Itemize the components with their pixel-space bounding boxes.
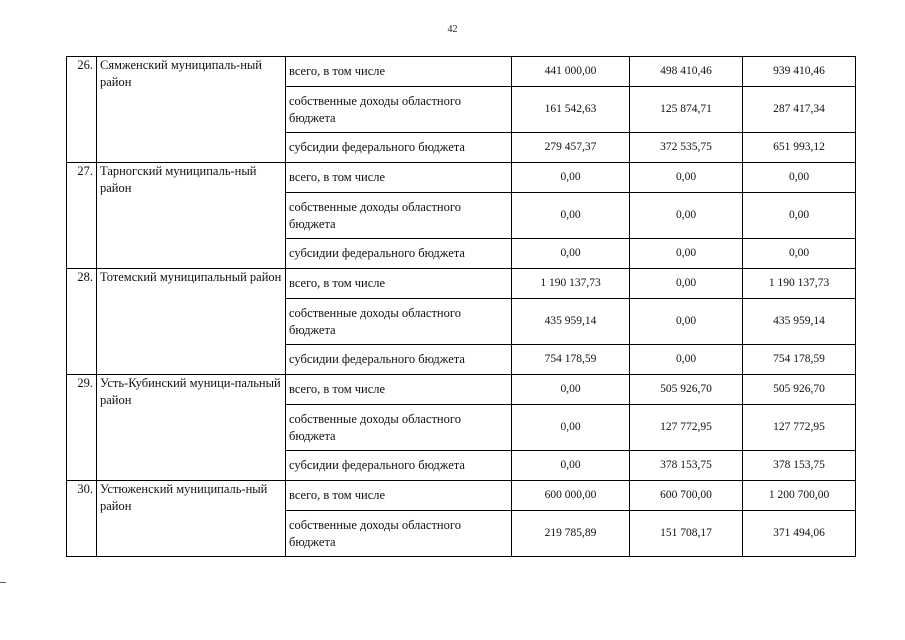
value-cell: 372 535,75	[630, 133, 743, 163]
value-cell: 0,00	[512, 193, 630, 239]
value-cell: 287 417,34	[743, 87, 856, 133]
value-cell: 0,00	[743, 239, 856, 269]
district-name: Устюженский муниципаль-ный район	[97, 481, 286, 557]
value-cell: 0,00	[512, 163, 630, 193]
table-row	[67, 481, 856, 511]
item-label: всего, в том числе	[286, 481, 512, 511]
value-cell: 0,00	[512, 239, 630, 269]
table-row	[67, 57, 856, 87]
value-cell: 127 772,95	[743, 405, 856, 451]
district-name: Тотемский муниципальный район	[97, 269, 286, 375]
item-label: собственные доходы областного бюджета	[286, 87, 512, 133]
value-cell: 754 178,59	[743, 345, 856, 375]
value-cell: 505 926,70	[743, 375, 856, 405]
page-number: 42	[447, 24, 458, 35]
value-cell: 378 153,75	[743, 451, 856, 481]
value-cell: 435 959,14	[743, 299, 856, 345]
value-cell: 371 494,06	[743, 511, 856, 557]
value-cell: 279 457,37	[512, 133, 630, 163]
value-cell: 1 200 700,00	[743, 481, 856, 511]
value-cell: 0,00	[743, 193, 856, 239]
item-label: субсидии федерального бюджета	[286, 239, 512, 269]
row-number: 30.	[67, 481, 97, 557]
value-cell: 939 410,46	[743, 57, 856, 87]
value-cell: 0,00	[630, 345, 743, 375]
budget-table	[66, 56, 856, 557]
item-label: собственные доходы областного бюджета	[286, 405, 512, 451]
value-cell: 754 178,59	[512, 345, 630, 375]
value-cell: 0,00	[743, 163, 856, 193]
value-cell: 600 000,00	[512, 481, 630, 511]
item-label: собственные доходы областного бюджета	[286, 299, 512, 345]
value-cell: 0,00	[512, 451, 630, 481]
value-cell: 0,00	[630, 269, 743, 299]
value-cell: 0,00	[512, 405, 630, 451]
row-number: 27.	[67, 163, 97, 269]
value-cell: 0,00	[630, 299, 743, 345]
value-cell: 0,00	[512, 375, 630, 405]
value-cell: 0,00	[630, 193, 743, 239]
value-cell: 125 874,71	[630, 87, 743, 133]
value-cell: 435 959,14	[512, 299, 630, 345]
item-label: субсидии федерального бюджета	[286, 133, 512, 163]
item-label: всего, в том числе	[286, 57, 512, 87]
table-row	[67, 375, 856, 405]
value-cell: 441 000,00	[512, 57, 630, 87]
table-row	[67, 163, 856, 193]
value-cell: 1 190 137,73	[512, 269, 630, 299]
value-cell: 161 542,63	[512, 87, 630, 133]
item-label: всего, в том числе	[286, 163, 512, 193]
value-cell: 505 926,70	[630, 375, 743, 405]
item-label: всего, в том числе	[286, 375, 512, 405]
item-label: субсидии федерального бюджета	[286, 451, 512, 481]
value-cell: 600 700,00	[630, 481, 743, 511]
district-name: Сямженский муниципаль-ный район	[97, 57, 286, 163]
value-cell: 0,00	[630, 163, 743, 193]
value-cell: 127 772,95	[630, 405, 743, 451]
value-cell: 1 190 137,73	[743, 269, 856, 299]
district-name: Тарногский муниципаль-ный район	[97, 163, 286, 269]
value-cell: 651 993,12	[743, 133, 856, 163]
row-number: 28.	[67, 269, 97, 375]
value-cell: 378 153,75	[630, 451, 743, 481]
item-label: собственные доходы областного бюджета	[286, 511, 512, 557]
row-number: 29.	[67, 375, 97, 481]
value-cell: 151 708,17	[630, 511, 743, 557]
item-label: субсидии федерального бюджета	[286, 345, 512, 375]
item-label: собственные доходы областного бюджета	[286, 193, 512, 239]
value-cell: 219 785,89	[512, 511, 630, 557]
row-number: 26.	[67, 57, 97, 163]
value-cell: 0,00	[630, 239, 743, 269]
value-cell: 498 410,46	[630, 57, 743, 87]
item-label: всего, в том числе	[286, 269, 512, 299]
scan-edge-mark	[0, 582, 6, 583]
table-row	[67, 269, 856, 299]
district-name: Усть-Кубинский муници-пальный район	[97, 375, 286, 481]
